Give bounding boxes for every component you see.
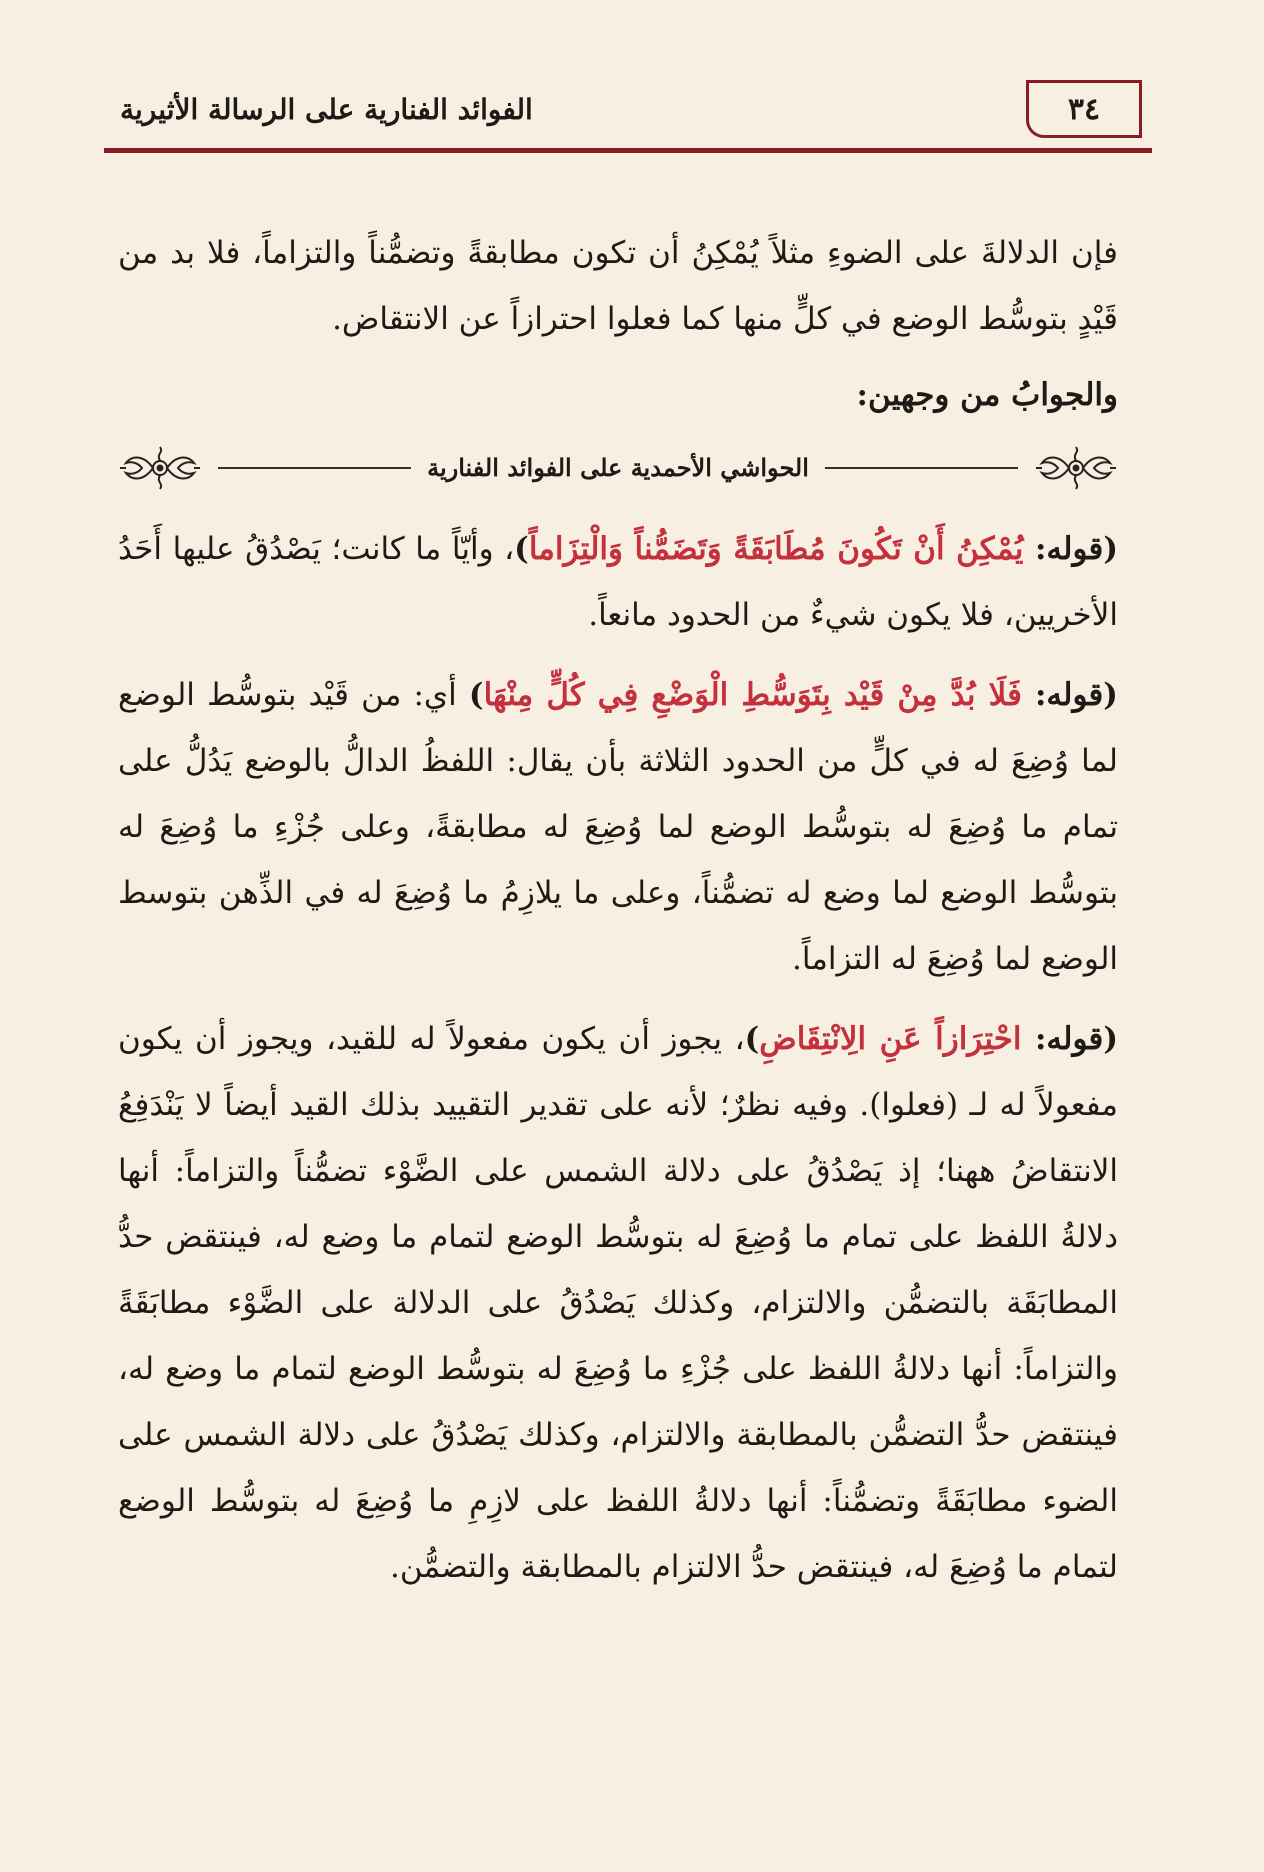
header-rule [104,148,1152,153]
quoted-lemma: يُمْكِنُ أَنْ تَكُونَ مُطَابَقَةً وَتَضَمُّناً وَالْتِزَاماً [528,531,1024,567]
qawluhu-open: (قوله: [1021,677,1118,713]
qawluhu-close: ) [744,1021,760,1057]
answer-heading: والجوابُ من وجهين: [856,377,1118,413]
qawluhu-close: ) [514,531,529,567]
quoted-lemma: فَلَا بُدَّ مِنْ قَيْد بِتَوَسُّطِ الْوَضْعِ فِي كُلٍّ مِنْهَا [483,677,1022,713]
quoted-lemma: احْتِرَازاً عَنِ الِانْتِقَاضِ [759,1021,1022,1057]
running-title: الفوائد الفنارية على الرسالة الأثيرية [120,92,533,126]
commentary-text: أي: من قَيْد بتوسُّط الوضع لما وُضِعَ له في كلٍّ من الحدود الثلاثة بأن يقال: اللفظُ الدالُّ بالوضع يَدُلُّ على تمام ما وُضِعَ له بتوسُّط الوضع لما وُضِعَ له مطابقةً، وعلى جُزْءِ ما وُضِعَ له بتوسُّط الوضع لما وضع له تضمُّناً، وعلى ما يلازِمُ ما وُضِعَ له في الذِّهن بتوسط الوضع لما وُضِعَ له التزاماً. [118,677,1118,977]
page-content [118,220,1118,1614]
main-text-paragraph: فإن الدلالةَ على الضوءِ مثلاً يُمْكِنُ أن تكون مطابقةً وتضمُّناً والتزاماً، فلا بد من قَيْدٍ بتوسُّط الوضع في كلٍّ منها كما فعلوا احترازاً عن الانتقاض. [118,235,1118,337]
commentary-paragraph [118,662,1118,992]
qawluhu-open: (قوله: [1023,531,1118,567]
commentary-paragraph [118,516,1118,648]
divider-line [825,467,1018,469]
page-number: ٣٤ [1067,91,1101,127]
qawluhu-close: ) [468,677,484,713]
commentary-divider [118,430,1118,506]
floral-ornament-icon [118,445,202,491]
floral-ornament-icon [1034,445,1118,491]
qawluhu-open: (قوله: [1021,1021,1118,1057]
page-number-box [1026,80,1142,138]
divider-line [218,467,411,469]
running-header [104,70,1152,148]
commentary-text: ، يجوز أن يكون مفعولاً له للقيد، ويجوز أن يكون مفعولاً له لـ (فعلوا). وفيه نظرٌ؛ لأنه على تقدير التقييد بذلك القيد أيضاً لا يَنْدَفِعُ الانتقاضُ ههنا؛ إذ يَصْدُقُ على دلالة الشمس على الضَّوْء تضمُّناً والتزاماً: أنها دلالةُ اللفظ على تمام ما وُضِعَ له بتوسُّط الوضع لتمام ما وضع له، فينتقض حدُّ المطابَقَة بالتضمُّن والالتزام، وكذلك يَصْدُقُ على الدلالة على الضَّوْء مطابَقَةً والتزاماً: أنها دلالةُ اللفظ على جُزْءِ ما وُضِعَ له بتوسُّط الوضع لتمام ما وضع له، فينتقض حدُّ التضمُّن بالمطابقة والالتزام، وكذلك يَصْدُقُ على دلالة الشمس على الضوء مطابَقَةً وتضمُّناً: أنها دلالةُ اللفظ على لازِمِ ما وُضِعَ له بتوسُّط الوضع لتمام ما وُضِعَ له، فينتقض حدُّ الالتزام بالمطابقة والتضمُّن. [118,1021,1118,1585]
commentary-title: الحواشي الأحمدية على الفوائد الفنارية [427,453,809,482]
commentary-text: ، وأيّاً ما كانت؛ يَصْدُقُ عليها أَحَدُ الأخريين، فلا يكون شيءٌ من الحدود مانعاً. [118,531,1118,633]
commentary-paragraph [118,1006,1118,1600]
